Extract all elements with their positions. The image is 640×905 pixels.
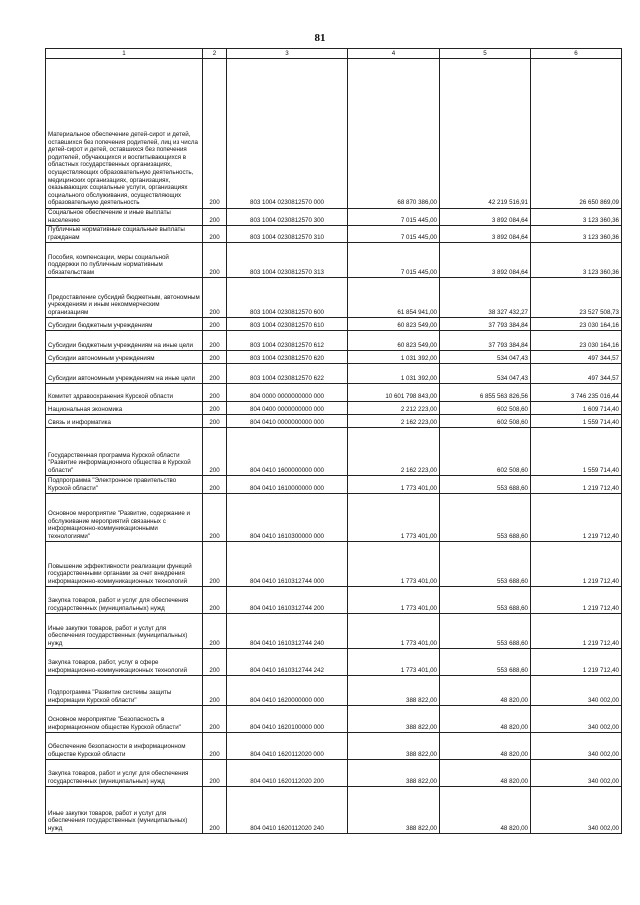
row-value5-cell: 3 892 084,64 [440, 226, 531, 243]
row-code-cell: 804 0410 1610312744 242 [227, 649, 348, 676]
row-col2-cell: 200 [203, 760, 227, 787]
row-value6-cell: 23 030 164,16 [531, 331, 622, 351]
row-col2-cell: 200 [203, 494, 227, 542]
row-value4-cell: 61 854 941,00 [348, 278, 440, 318]
row-col2-cell: 200 [203, 476, 227, 494]
row-value4-cell: 10 601 798 843,00 [348, 384, 440, 402]
row-value6-cell: 497 344,57 [531, 364, 622, 384]
budget-table [45, 48, 622, 834]
row-code-cell: 804 0410 1610312744 000 [227, 542, 348, 587]
row-value4-cell: 1 773 401,00 [348, 476, 440, 494]
row-code-cell: 803 1004 0230812570 000 [227, 59, 348, 209]
row-col2-cell: 200 [203, 59, 227, 209]
row-col2-cell: 200 [203, 676, 227, 706]
row-code-cell: 804 0410 1610312744 240 [227, 614, 348, 649]
row-col2-cell: 200 [203, 706, 227, 733]
table-row [46, 733, 622, 760]
row-col2-cell: 200 [203, 243, 227, 278]
row-value5-cell: 553 688,60 [440, 476, 531, 494]
row-value4-cell: 7 015 445,00 [348, 243, 440, 278]
row-value5-cell: 48 820,00 [440, 706, 531, 733]
row-value5-cell: 42 219 516,91 [440, 59, 531, 209]
row-code-cell: 804 0410 0000000000 000 [227, 415, 348, 428]
row-col2-cell: 200 [203, 209, 227, 226]
row-value5-cell: 534 047,43 [440, 364, 531, 384]
row-code-cell: 803 1004 0230812570 300 [227, 209, 348, 226]
row-col2-cell: 200 [203, 649, 227, 676]
row-col2-cell: 200 [203, 402, 227, 415]
row-name-cell: Материальное обеспечение детей-сирот и детей, оставшихся без попечения родителей, лиц из числа детей-сирот и детей, оставшихся без попечения родителей, обучающихся и воспитывающихся в областных государственных организациях, осуществляющих образовательную деятельность, медицинских организациях, организациях, оказывающих социальные услуги, организациях социального обслуживания, осуществляющих образовательную деятельность [46, 59, 203, 209]
column-header: 2 [203, 49, 227, 59]
table-row [46, 676, 622, 706]
row-col2-cell: 200 [203, 428, 227, 476]
row-name-cell: Социальное обеспечение и иные выплаты населению [46, 209, 203, 226]
row-col2-cell: 200 [203, 542, 227, 587]
table-row [46, 587, 622, 614]
row-value5-cell: 553 688,60 [440, 649, 531, 676]
row-name-cell: Закупка товаров, работ и услуг для обеспечения государственных (муниципальных) нужд [46, 587, 203, 614]
row-col2-cell: 200 [203, 614, 227, 649]
row-col2-cell: 200 [203, 364, 227, 384]
row-value5-cell: 48 820,00 [440, 787, 531, 834]
table-row [46, 415, 622, 428]
row-value6-cell: 1 559 714,40 [531, 428, 622, 476]
table-row [46, 318, 622, 331]
table-row [46, 59, 622, 209]
row-value6-cell: 340 002,00 [531, 676, 622, 706]
row-name-cell: Повышение эффективности реализации функций государственными органами за счет внедрения информационно-коммуникационных технологий [46, 542, 203, 587]
row-name-cell: Публичные нормативные социальные выплаты гражданам [46, 226, 203, 243]
row-code-cell: 803 1004 0230812570 600 [227, 278, 348, 318]
row-value6-cell: 3 123 360,36 [531, 226, 622, 243]
column-header: 3 [227, 49, 348, 59]
table-row [46, 364, 622, 384]
row-code-cell: 804 0410 1620100000 000 [227, 706, 348, 733]
row-value4-cell: 388 822,00 [348, 733, 440, 760]
row-name-cell: Пособия, компенсации, меры социальной поддержки по публичным нормативным обязательствам [46, 243, 203, 278]
row-value6-cell: 3 123 360,36 [531, 243, 622, 278]
row-name-cell: Иные закупки товаров, работ и услуг для обеспечения государственных (муниципальных) нужд [46, 787, 203, 834]
row-value5-cell: 6 855 563 826,56 [440, 384, 531, 402]
row-col2-cell: 200 [203, 733, 227, 760]
row-value4-cell: 1 773 401,00 [348, 649, 440, 676]
row-col2-cell: 200 [203, 384, 227, 402]
row-code-cell: 804 0410 1620112020 000 [227, 733, 348, 760]
table-row [46, 243, 622, 278]
table-row [46, 706, 622, 733]
row-name-cell: Государственная программа Курской области "Развитие информационного общества в Курской области" [46, 428, 203, 476]
row-name-cell: Закупка товаров, работ, услуг в сфере информационно-коммуникационных технологий [46, 649, 203, 676]
row-value6-cell: 23 527 508,73 [531, 278, 622, 318]
table-row [46, 542, 622, 587]
row-value6-cell: 1 219 712,40 [531, 542, 622, 587]
row-value5-cell: 3 892 084,64 [440, 209, 531, 226]
column-header: 5 [440, 49, 531, 59]
row-value6-cell: 1 219 712,40 [531, 587, 622, 614]
row-value4-cell: 388 822,00 [348, 676, 440, 706]
row-value5-cell: 3 892 084,64 [440, 243, 531, 278]
row-name-cell: Комитет здравоохранения Курской области [46, 384, 203, 402]
row-code-cell: 804 0410 1600000000 000 [227, 428, 348, 476]
table-row [46, 331, 622, 351]
row-value6-cell: 340 002,00 [531, 787, 622, 834]
row-code-cell: 803 1004 0230812570 622 [227, 364, 348, 384]
row-col2-cell: 200 [203, 415, 227, 428]
table-row [46, 494, 622, 542]
row-value4-cell: 68 870 386,00 [348, 59, 440, 209]
row-value4-cell: 2 162 223,00 [348, 428, 440, 476]
row-value5-cell: 553 688,60 [440, 542, 531, 587]
row-col2-cell: 200 [203, 318, 227, 331]
row-col2-cell: 200 [203, 787, 227, 834]
table-row [46, 351, 622, 364]
row-name-cell: Связь и информатика [46, 415, 203, 428]
row-value6-cell: 1 559 714,40 [531, 415, 622, 428]
row-name-cell: Основное мероприятие "Безопасность в информационном обществе Курской области" [46, 706, 203, 733]
row-value6-cell: 340 002,00 [531, 733, 622, 760]
row-value4-cell: 1 031 392,00 [348, 364, 440, 384]
row-name-cell: Субсидии бюджетным учреждениям на иные цели [46, 331, 203, 351]
row-name-cell: Иные закупки товаров, работ и услуг для обеспечения государственных (муниципальных) нужд [46, 614, 203, 649]
row-value4-cell: 1 773 401,00 [348, 587, 440, 614]
row-value5-cell: 553 688,60 [440, 614, 531, 649]
page-number: 81 [314, 32, 326, 44]
table-row [46, 278, 622, 318]
row-value4-cell: 388 822,00 [348, 760, 440, 787]
row-value4-cell: 60 823 549,00 [348, 331, 440, 351]
row-value4-cell: 2 162 223,00 [348, 415, 440, 428]
row-value4-cell: 1 773 401,00 [348, 614, 440, 649]
table-row [46, 614, 622, 649]
row-name-cell: Предоставление субсидий бюджетным, автономным учреждениям и иным некоммерческим организациям [46, 278, 203, 318]
row-value6-cell: 23 030 164,16 [531, 318, 622, 331]
row-name-cell: Субсидии бюджетным учреждениям [46, 318, 203, 331]
row-code-cell: 803 1004 0230812570 313 [227, 243, 348, 278]
row-code-cell: 804 0410 1610300000 000 [227, 494, 348, 542]
row-col2-cell: 200 [203, 331, 227, 351]
row-value5-cell: 602 508,60 [440, 415, 531, 428]
row-name-cell: Национальная экономика [46, 402, 203, 415]
row-value6-cell: 1 219 712,40 [531, 649, 622, 676]
column-header: 4 [348, 49, 440, 59]
row-value4-cell: 1 773 401,00 [348, 542, 440, 587]
column-header: 1 [46, 49, 203, 59]
row-name-cell: Основное мероприятие "Развитие, содержание и обслуживание мероприятий связанных с информационно-коммуникационными технологиями" [46, 494, 203, 542]
row-code-cell: 803 1004 0230812570 310 [227, 226, 348, 243]
row-value6-cell: 26 650 869,09 [531, 59, 622, 209]
row-value5-cell: 37 793 384,84 [440, 318, 531, 331]
row-value5-cell: 553 688,60 [440, 587, 531, 614]
table-row [46, 384, 622, 402]
row-value5-cell: 48 820,00 [440, 760, 531, 787]
row-value5-cell: 37 793 384,84 [440, 331, 531, 351]
row-name-cell: Подпрограмма "Электронное правительство Курской области" [46, 476, 203, 494]
row-value5-cell: 602 508,60 [440, 428, 531, 476]
row-code-cell: 804 0000 0000000000 000 [227, 384, 348, 402]
row-code-cell: 804 0410 1610312744 200 [227, 587, 348, 614]
row-name-cell: Обеспечение безопасности в информационном обществе Курской области [46, 733, 203, 760]
row-value4-cell: 2 212 223,00 [348, 402, 440, 415]
row-value5-cell: 602 508,60 [440, 402, 531, 415]
row-value5-cell: 48 820,00 [440, 676, 531, 706]
row-value6-cell: 3 746 235 016,44 [531, 384, 622, 402]
row-value6-cell: 1 219 712,40 [531, 614, 622, 649]
row-code-cell: 804 0410 1620112020 240 [227, 787, 348, 834]
row-code-cell: 804 0400 0000000000 000 [227, 402, 348, 415]
row-value4-cell: 60 823 549,00 [348, 318, 440, 331]
row-code-cell: 804 0410 1620112020 200 [227, 760, 348, 787]
row-code-cell: 804 0410 1620000000 000 [227, 676, 348, 706]
row-code-cell: 803 1004 0230812570 612 [227, 331, 348, 351]
row-value6-cell: 1 219 712,40 [531, 476, 622, 494]
row-name-cell: Субсидии автономным учреждениям на иные цели [46, 364, 203, 384]
row-value5-cell: 48 820,00 [440, 733, 531, 760]
table-row [46, 760, 622, 787]
table-row [46, 209, 622, 226]
row-name-cell: Закупка товаров, работ и услуг для обеспечения государственных (муниципальных) нужд [46, 760, 203, 787]
table-row [46, 476, 622, 494]
row-value6-cell: 497 344,57 [531, 351, 622, 364]
row-value4-cell: 1 773 401,00 [348, 494, 440, 542]
row-value5-cell: 38 327 432,27 [440, 278, 531, 318]
row-col2-cell: 200 [203, 226, 227, 243]
row-value4-cell: 388 822,00 [348, 787, 440, 834]
header-row [46, 49, 622, 59]
row-code-cell: 804 0410 1610000000 000 [227, 476, 348, 494]
row-value4-cell: 7 015 445,00 [348, 226, 440, 243]
row-value6-cell: 1 609 714,40 [531, 402, 622, 415]
table-row [46, 649, 622, 676]
row-code-cell: 803 1004 0230812570 620 [227, 351, 348, 364]
row-code-cell: 803 1004 0230812570 610 [227, 318, 348, 331]
row-col2-cell: 200 [203, 587, 227, 614]
column-header: 6 [531, 49, 622, 59]
row-value4-cell: 388 822,00 [348, 706, 440, 733]
row-name-cell: Субсидии автономным учреждениям [46, 351, 203, 364]
table-row [46, 787, 622, 834]
row-col2-cell: 200 [203, 278, 227, 318]
row-value6-cell: 1 219 712,40 [531, 494, 622, 542]
row-value6-cell: 3 123 360,36 [531, 209, 622, 226]
table-row [46, 226, 622, 243]
row-value4-cell: 1 031 392,00 [348, 351, 440, 364]
row-value6-cell: 340 002,00 [531, 760, 622, 787]
row-value4-cell: 7 015 445,00 [348, 209, 440, 226]
table-row [46, 428, 622, 476]
row-value5-cell: 553 688,60 [440, 494, 531, 542]
row-col2-cell: 200 [203, 351, 227, 364]
table-row [46, 402, 622, 415]
row-name-cell: Подпрограмма "Развитие системы защиты информации Курской области" [46, 676, 203, 706]
row-value6-cell: 340 002,00 [531, 706, 622, 733]
row-value5-cell: 534 047,43 [440, 351, 531, 364]
